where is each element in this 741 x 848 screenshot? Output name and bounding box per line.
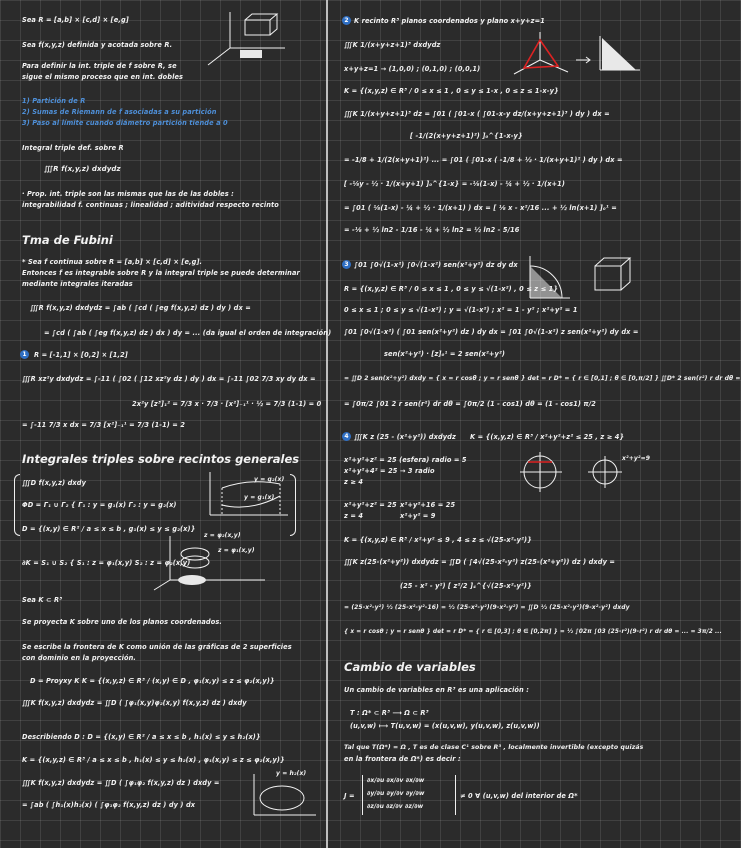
example-4-badge: 4 <box>342 432 351 441</box>
example-3-integral: ∫01 ∫0√(1-x²) ∫0√(1-x²) sen(x²+y²) dz dy dx <box>354 261 518 269</box>
example-4-line-3: (25 - x² - y²) [ z²/2 ]₄^{√(25-x²-y²)} <box>400 582 532 590</box>
prop-line-2: integrabilidad f. continuas ; linealidad ; aditividad respecto recinto <box>22 201 279 209</box>
quarter-cylinder-sketch <box>520 252 650 302</box>
sketch-h2-label: y = h₂(x) <box>276 770 307 777</box>
column-divider <box>326 0 328 848</box>
cv-map-2: (u,v,w) ⟼ T(u,v,w) = (x(u,v,w), y(u,v,w), z(u,v,w)) <box>350 722 540 730</box>
example-1-badge: 1 <box>20 350 29 359</box>
intro-line-3: Para definir la int. triple de f sobre R, se <box>22 62 177 70</box>
fubini-text-2: Entonces f es integrable sobre R y la integral triple se puede determinar <box>22 269 300 277</box>
example-3-badge: 3 <box>342 260 351 269</box>
example-3-line-5: = ∬D 2 sen(x²+y²) dxdy = { x = r cosθ ; y = r senθ } det = r D* = { r ∈ [0,1] ; θ ∈ [0,π/2] } ∬D* 2 sen(r²) r dr dθ = <box>344 375 741 382</box>
example-4-d: z = 4 <box>344 512 364 520</box>
example-2-line-2: K = {(x,y,z) ∈ R³ / 0 ≤ x ≤ 1 , 0 ≤ y ≤ 1-x , 0 ≤ z ≤ 1-x-y} <box>344 87 559 95</box>
example-4-line-4: = (25-x²-y²) ½ (25-x²-y²-16) = ½ (25-x²-y²)(9-x²-y²) = ∬D ½ (25-x²-y²)(9-x²-y²) dxdy <box>344 604 630 611</box>
example-2-line-7: = ∫01 ( ⅛(1-x) - ¼ + ½ · 1/(x+1) ) dx = [ ⅛ x - x²/16 ... + ½ ln(x+1) ]₀¹ = <box>344 204 617 212</box>
projection-line-2: Se escribe la frontera de K como unión de las gráficas de 2 superficies <box>22 643 292 651</box>
general-regions-title: Integrales triples sobre recintos generales <box>22 452 300 466</box>
integral-definition: Integral triple def. sobre R <box>22 144 124 152</box>
prop-line-1: · Prop. int. triple son las mismas que las de las dobles : <box>22 190 234 198</box>
intro-line-2: Sea f(x,y,z) definida y acotada sobre R. <box>22 41 173 49</box>
example-2-line-5: = -1/8 + 1/(2(x+y+1)²) ... = ∫01 ( ∫01-x ( -1/8 + ½ · 1/(x+y+1)² ) dy ) dx = <box>344 156 623 164</box>
jacobian-label: J = <box>344 792 355 800</box>
example-3-line-2: 0 ≤ x ≤ 1 ; 0 ≤ y ≤ √(1-x²) ; y = √(1-x²) ; x² = 1 - y² ; x²+y² = 1 <box>344 306 578 314</box>
general-line-1: ∭D f(x,y,z) dxdy <box>22 479 86 487</box>
example-3-line-3: ∫01 ∫0√(1-x²) ( ∫01 sen(x²+y²) dz ) dy dx = ∫01 ∫0√(1-x²) z sen(x²+y²) dy dx = <box>344 328 639 336</box>
example-4-line-1: K = {(x,y,z) ∈ R³ / x²+y² ≤ 9 , 4 ≤ z ≤ √(25-x²-y²)} <box>344 536 532 544</box>
describe-d: Describiendo D : D = {(x,y) ∈ R² / a ≤ x ≤ b , h₁(x) ≤ y ≤ h₂(x)} <box>22 733 261 741</box>
step-2: 2) Sumas de Riemann de f asociadas a su partición <box>22 108 217 116</box>
fubini-title: Tma de Fubini <box>22 233 113 247</box>
iterated-1: ∭K f(x,y,z) dxdydz = ∬D ( ∫φ₁(x,y)φ₂(x,y) f(x,y,z) dz ) dxdy <box>22 699 247 707</box>
example-1-region: R = [-1,1] × [0,2] × [1,2] <box>34 351 128 359</box>
general-line-3: D = {(x,y) ∈ R² / a ≤ x ≤ b , g₁(x) ≤ y ≤ g₂(x)} <box>22 525 196 533</box>
example-4-f: x²+y² = 9 <box>400 512 436 520</box>
example-2-badge: 2 <box>342 16 351 25</box>
sketch-g1-label: y = g₁(x) <box>244 494 275 501</box>
example-4-a: x²+y²+4² = 25 → 3 radio <box>344 467 435 475</box>
jacobian-row-3: ∂z/∂u ∂z/∂v ∂z/∂w <box>367 803 424 810</box>
tetrahedron-sketch <box>510 30 650 80</box>
jacobian-row-1: ∂x/∂u ∂x/∂v ∂x/∂w <box>367 777 425 784</box>
general-line-2: ΦD = Γ₁ ∪ Γ₂ { Γ₁ : y = g₁(x) Γ₂ : y = g₂(x) <box>22 501 177 509</box>
example-4-c: x²+y²+z² = 25 <box>344 501 397 509</box>
intro-line-4: sigue el mismo proceso que en int. dobles <box>22 73 184 81</box>
fubini-formula-1: ∭R f(x,y,z) dxdydz = ∫ab ( ∫cd ( ∫eg f(x,y,z) dz ) dy ) dx = <box>30 304 251 312</box>
jacobian-row-2: ∂y/∂u ∂y/∂v ∂y/∂w <box>367 790 425 797</box>
sketch-phi1-label: z = φ₁(x,y) <box>218 547 255 554</box>
step-3: 3) Paso al límite cuando diámetro partición tiende a 0 <box>22 119 228 127</box>
example-2-line-8: = -⅛ + ½ ln2 - 1/16 - ¼ + ½ ln2 = ½ ln2 - 5/16 <box>344 226 520 234</box>
example-1-line-1: ∭R xz²y dxdydz = ∫-11 ( ∫02 ( ∫12 xz²y dz ) dy ) dx = ∫-11 ∫02 7/3 xy dy dx = <box>22 375 316 383</box>
example-2-line-6: [ -⅛y - ½ · 1/(x+y+1) ]₀^{1-x} = -⅛(1-x) - ¼ + ½ · 1/(x+1) <box>344 180 565 188</box>
jacobian-condition: ≠ 0 ∀ (u,v,w) del interior de Ω* <box>460 792 578 800</box>
jacobian-matrix <box>362 775 456 815</box>
left-brace <box>14 474 20 536</box>
fubini-formula-2: = ∫cd ( ∫ab ( ∫eg f(x,y,z) dz ) dx ) dy = ... (da igual el orden de integración) <box>44 329 332 337</box>
left-column <box>0 0 332 848</box>
example-2-integral: ∭K 1/(x+y+z+1)³ dxdydz <box>344 41 441 49</box>
integral-symbol: ∭R f(x,y,z) dxdydz <box>44 165 121 173</box>
right-column <box>330 0 741 848</box>
k-description: K = {(x,y,z) ∈ R³ / a ≤ x ≤ b , h₁(x) ≤ y ≤ h₂(x) , φ₁(x,y) ≤ z ≤ φ₂(x,y)} <box>22 756 285 764</box>
fubini-text-3: mediante integrales iteradas <box>22 280 133 288</box>
example-1-line-3: = ∫-11 7/3 x dx = 7/3 [x²]₋₁¹ = 7/3 (1-1) = 2 <box>22 421 186 429</box>
example-4-note: x²+y²=9 <box>622 455 650 462</box>
example-3-line-6: = ∫0π/2 ∫01 2 r sen(r²) dr dθ = ∫0π/2 (1 - cos1) dθ = (1 - cos1) π/2 <box>344 400 596 408</box>
fubini-text-1: * Sea f continua sobre R = [a,b] × [c,d] × [e,g]. <box>22 258 203 266</box>
right-brace <box>290 474 296 536</box>
example-4-integral: ∭K z (25 - (x²+y²)) dxdydz <box>354 433 456 441</box>
example-4-sphere: x²+y²+z² = 25 (esfera) radio = 5 <box>344 456 467 464</box>
example-2-line-4: [ -1/(2(x+y+z+1)²) ]₀^{1-x-y} <box>410 132 523 140</box>
sketch-g2-label: y = g₂(x) <box>254 476 285 483</box>
cv-intro: Un cambio de variables en R³ es una aplicación : <box>344 686 529 694</box>
cv-map: T : Ω* ⊂ R³ ⟶ Ω ⊂ R³ <box>350 709 429 717</box>
example-3-line-4: sen(x²+y²) · [z]₀¹ = 2 sen(x²+y²) <box>384 350 505 358</box>
sketch-phi2-label: z = φ₂(x,y) <box>204 532 241 539</box>
box-sketch <box>200 10 295 70</box>
solid-region-sketch <box>150 532 270 592</box>
example-4-b: z ≥ 4 <box>344 478 364 486</box>
projection-line-3: con dominio en la proyección. <box>22 654 137 662</box>
intro-line-1: Sea R = [a,b] × [c,d] × [e,g] <box>22 16 129 24</box>
change-of-variables-title: Cambio de variables <box>344 660 476 674</box>
projection-line-1: Se proyecta K sobre uno de los planos coordenados. <box>22 618 223 626</box>
cv-condition: Tal que T(Ω*) = Ω , T es de clase C¹ sobre R³ , localmente invertible (excepto quizás <box>344 744 644 751</box>
iterated-3: = ∫ab ( ∫h₁(x)h₂(x) ( ∫φ₁φ₂ f(x,y,z) dz ) dy ) dx <box>22 801 196 809</box>
iterated-2: ∭K f(x,y,z) dxdydz = ∬D ( ∫φ₁φ₂ f(x,y,z) dz ) dxdy = <box>22 779 220 787</box>
example-2-line-3: ∭K 1/(x+y+z+1)³ dz = ∫01 ( ∫01-x ( ∫01-x-y dz/(x+y+z+1)³ ) dy ) dx = <box>344 110 610 118</box>
general-line-4: ∂K = S₁ ∪ S₂ { S₁ : z = φ₁(x,y) S₂ : z = φ₂(x,y) <box>22 559 191 567</box>
example-4-line-2: ∭K z(25-(x²+y²)) dxdydz = ∬D ( ∫4√(25-x²-y²) z(25-(x²+y²)) dz ) dxdy = <box>344 558 615 566</box>
example-4-line-5: { x = r cosθ ; y = r senθ } det = r D* = { r ∈ [0,3] ; θ ∈ [0,2π] } = ½ ∫02π ∫03 (25-r²)(9-r²) r dr dθ = ... = 3π/2 ... <box>344 629 722 635</box>
example-1-line-2: 2x²y [z³]₁² = 7/3 x · 7/3 · [x²]₋₁¹ · ½ = 7/3 (1-1) = 0 <box>132 400 322 408</box>
sea-k: Sea K ⊂ R³ <box>22 596 63 604</box>
example-4-e: x²+y²+16 = 25 <box>400 501 456 509</box>
example-2-title: K recinto R³ planos coordenados y plano x+y+z=1 <box>354 17 545 25</box>
d-projection: D = Proyxy K K = {(x,y,z) ∈ R³ / (x,y) ∈ D , φ₁(x,y) ≤ z ≤ φ₂(x,y)} <box>30 677 275 685</box>
step-1: 1) Partición de R <box>22 97 86 105</box>
example-3-line-1: R = {(x,y,z) ∈ R³ / 0 ≤ x ≤ 1 , 0 ≤ y ≤ √(1-x²) , 0 ≤ z ≤ 1} <box>344 285 559 293</box>
cv-condition-2: en la frontera de Ω*) es decir : <box>344 755 461 763</box>
example-2-line-1: x+y+z=1 → (1,0,0) ; (0,1,0) ; (0,0,1) <box>344 65 481 73</box>
example-4-k: K = {(x,y,z) ∈ R³ / x²+y²+z² ≤ 25 , z ≥ 4} <box>470 433 625 441</box>
